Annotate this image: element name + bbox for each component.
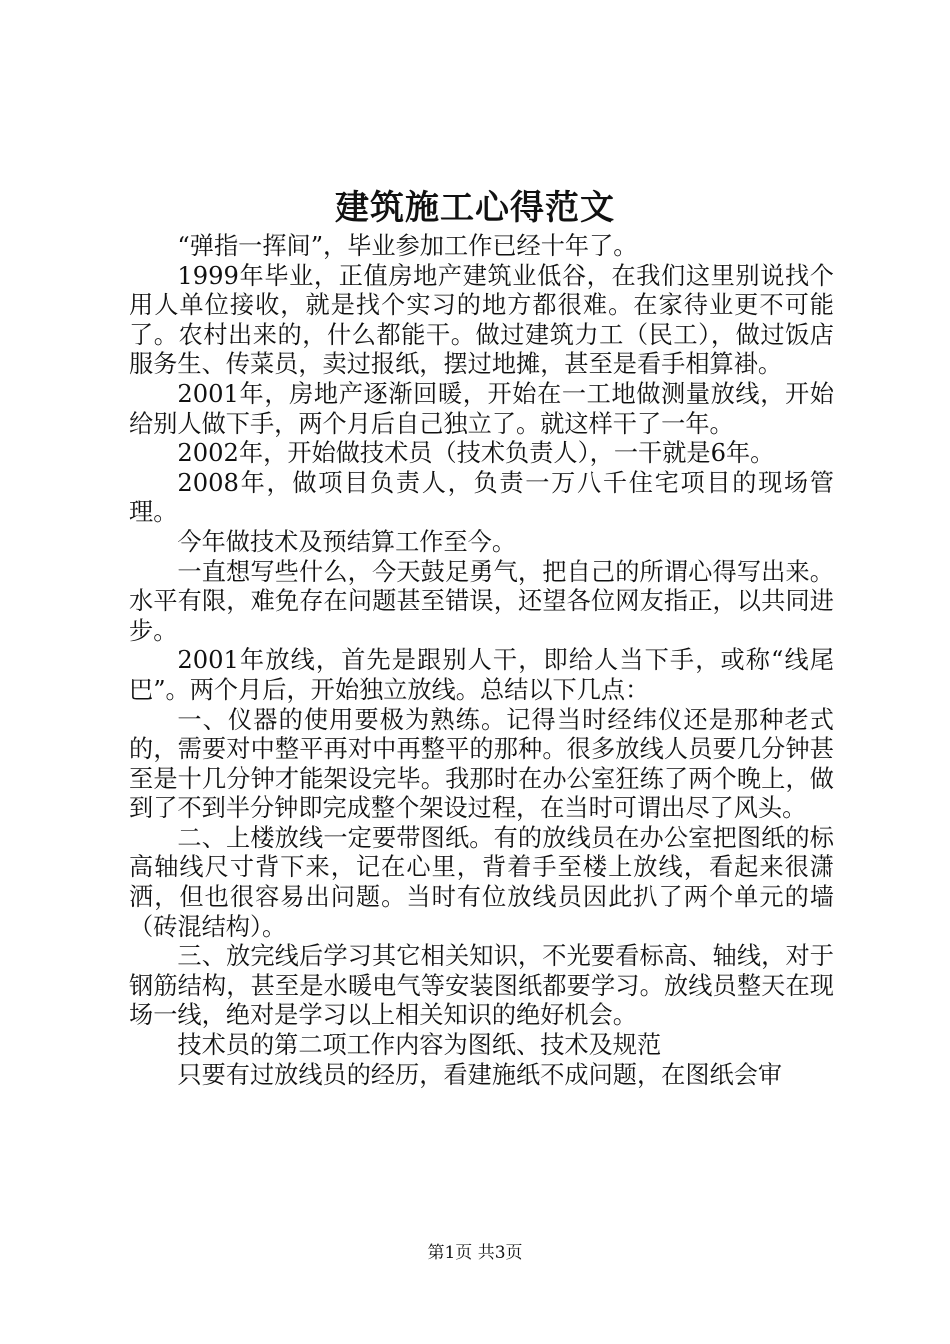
- paragraph-3: 2001年，房地产逐渐回暖，开始在一工地做测量放线，开始给别人做下手，两个月后自己独立了。就这样干了一年。: [129, 379, 834, 438]
- paragraph-6: 今年做技术及预结算工作至今。: [177, 527, 517, 556]
- paragraph-9: 一、仪器的使用要极为熟练。记得当时经纬仪还是那种老式的，需要对中整平再对中再整平的那种。很多放线人员要几分钟甚至是十几分钟才能架设完毕。我那时在办公室狂练了两个晚上，做到了不到半分钟即完成整个架设过程，在当时可谓出尽了风头。: [129, 705, 834, 823]
- paragraph-11: 三、放完线后学习其它相关知识，不光要看标高、轴线，对于钢筋结构，甚至是水暖电气等安装图纸都要学习。放线员整天在现场一线，绝对是学习以上相关知识的绝好机会。: [129, 942, 834, 1030]
- document-title: 建筑施工心得范文: [335, 188, 615, 228]
- paragraph-10: 二、上楼放线一定要带图纸。有的放线员在办公室把图纸的标高轴线尺寸背下来，记在心里，背着手至楼上放线，看起来很潇洒，但也很容易出问题。当时有位放线员因此扒了两个单元的墙（砖混结构）。: [129, 823, 834, 941]
- document-body: [129, 232, 834, 1090]
- paragraph-5: 2008年，做项目负责人，负责一万八千住宅项目的现场管理。: [129, 468, 834, 527]
- paragraph-2: 1999年毕业，正值房地产建筑业低谷，在我们这里别说找个用人单位接收，就是找个实习的地方都很难。在家待业更不可能了。农村出来的，什么都能干。做过建筑力工（民工），做过饭店服务生、传菜员，卖过报纸，摆过地摊，甚至是看手相算褂。: [129, 261, 834, 379]
- paragraph-8: 2001年放线，首先是跟别人干，即给人当下手，或称“线尾巴”。两个月后，开始独立放线。总结以下几点：: [129, 646, 834, 704]
- page-footer: 第1页 共3页: [427, 1243, 523, 1263]
- paragraph-12: 技术员的第二项工作内容为图纸、技术及规范: [177, 1031, 662, 1060]
- paragraph-1: “弹指一挥间”，毕业参加工作已经十年了。: [177, 232, 638, 260]
- paragraph-4: 2002年，开始做技术员（技术负责人），一干就是6年。: [177, 439, 775, 468]
- paragraph-13: 只要有过放线员的经历，看建施纸不成问题，在图纸会审: [177, 1060, 783, 1089]
- paragraph-7: 一直想写些什么，今天鼓足勇气，把自己的所谓心得写出来。水平有限，难免存在问题甚至错误，还望各位网友指正，以共同进步。: [129, 557, 834, 645]
